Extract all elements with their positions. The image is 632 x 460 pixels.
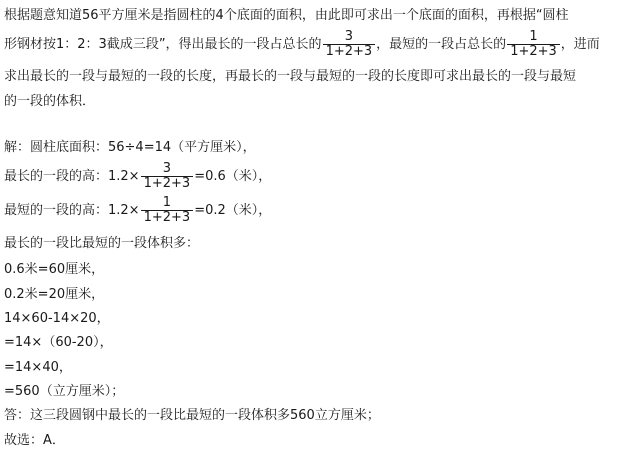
- analysis-line-2: [4, 30, 600, 59]
- analysis-line-4: 的一段的体积．: [4, 94, 96, 109]
- solution-line-3-text-b: =0.2（米），: [194, 203, 272, 218]
- solution-line-10: =560（立方厘米）；: [4, 384, 125, 399]
- solution-line-1: 解：圆柱底面积：56÷4=14（平方厘米），: [4, 140, 256, 155]
- analysis-line-2-text-c: ，进而: [560, 37, 600, 52]
- fraction-numerator: 1: [162, 195, 172, 210]
- fraction-denominator: 1+2+3: [507, 44, 560, 59]
- analysis-line-1: 根据题意知道56平方厘米是指圆柱的4个底面的面积，由此即可求出一个底面的面积，再根据“圆柱: [4, 8, 569, 23]
- choice-line: 故选：A．: [4, 433, 65, 448]
- solution-line-3: [4, 196, 271, 225]
- fraction-numerator: 3: [344, 29, 353, 44]
- solution-line-2: [4, 162, 271, 191]
- fraction-longest-height: [141, 162, 194, 191]
- solution-line-9: =14×40，: [4, 360, 72, 375]
- fraction-shortest-height: [141, 196, 194, 225]
- analysis-line-3: 求出最长的一段与最短的一段的长度，再最长的一段与最短的一段的长度即可求出最长的一段与最短: [4, 69, 577, 84]
- solution-line-5: 0.6米=60厘米，: [4, 262, 105, 277]
- fraction-shortest-share: [507, 30, 560, 59]
- fraction-denominator: 1+2+3: [141, 176, 194, 191]
- fraction-longest-share: [323, 30, 376, 59]
- fraction-denominator: 1+2+3: [141, 210, 194, 225]
- solution-line-2-text-b: =0.6（米），: [194, 169, 272, 184]
- fraction-numerator: 1: [529, 29, 538, 44]
- solution-line-6: 0.2米=20厘米，: [4, 287, 105, 302]
- fraction-denominator: 1+2+3: [323, 44, 376, 59]
- fraction-numerator: 3: [162, 161, 172, 176]
- solution-line-7: 14×60-14×20，: [4, 311, 110, 326]
- answer-line: 答：这三段圆钢中最长的一段比最短的一段体积多560立方厘米；: [4, 408, 380, 423]
- solution-line-4: 最长的一段比最短的一段体积多：: [4, 236, 200, 251]
- solution-line-3-text-a: 最短的一段的高：1.2×: [4, 203, 140, 218]
- analysis-line-2-text-b: ，最短的一段占总长的: [376, 37, 507, 52]
- analysis-line-2-text-a: 形钢材按1：2：3截成三段”，得出最长的一段占总长的: [4, 37, 322, 52]
- solution-line-8: =14×（60-20），: [4, 335, 113, 350]
- solution-line-2-text-a: 最长的一段的高：1.2×: [4, 169, 140, 184]
